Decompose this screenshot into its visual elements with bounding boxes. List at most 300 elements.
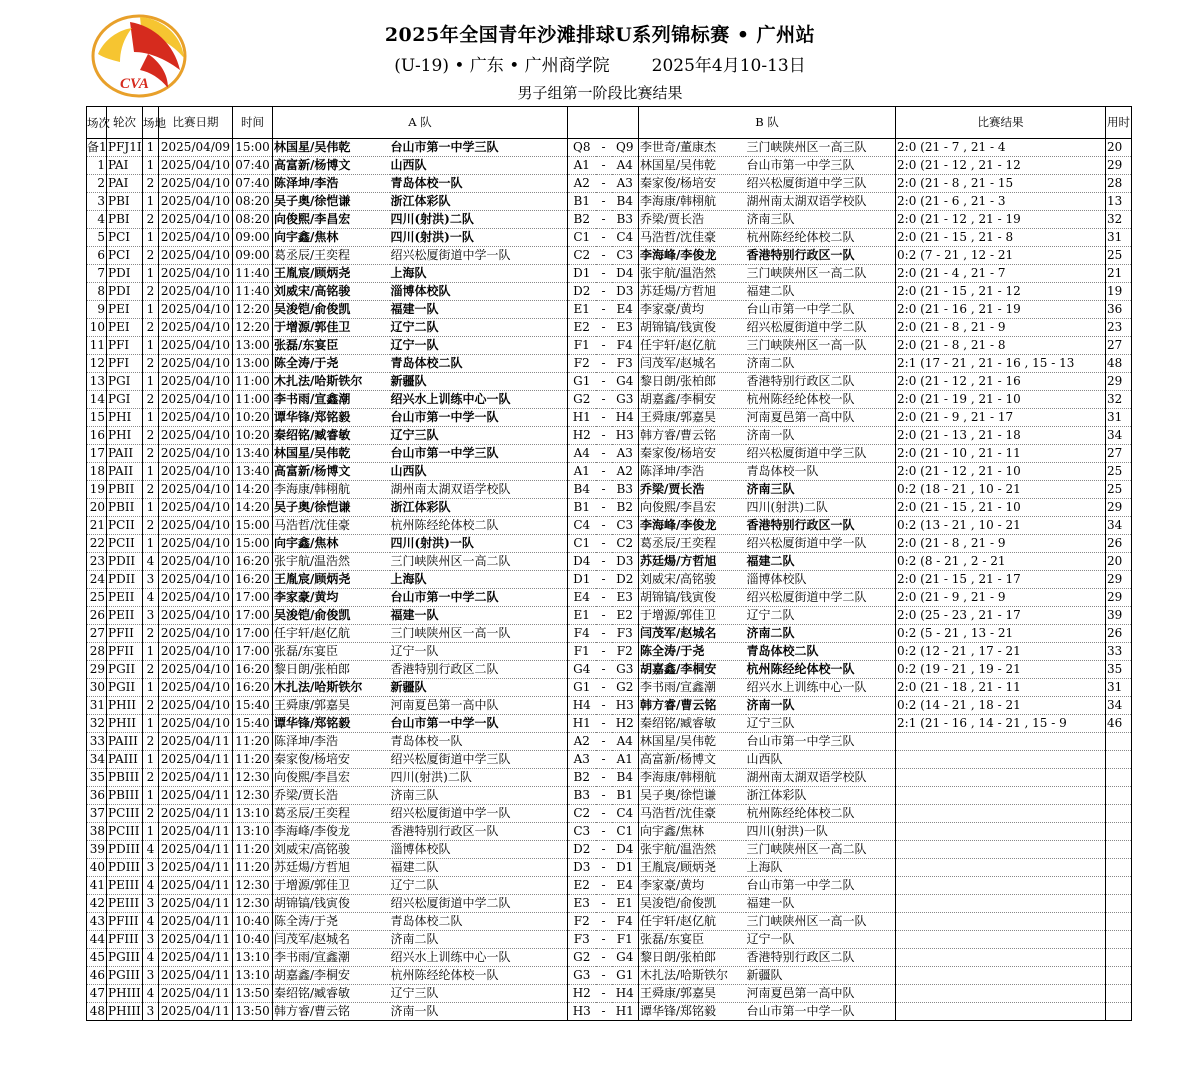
team-b-players: 李世奇/董康杰 [639,139,746,157]
team-a-name: 福建一队 [390,301,568,319]
match-date: 2025/04/11 [159,931,233,949]
court: 1 [143,535,159,553]
match-time: 14:20 [233,499,273,517]
court: 3 [143,571,159,589]
team-b-seed: F1 [612,931,639,949]
court: 3 [143,859,159,877]
header-team-b: B 队 [639,107,896,139]
team-a-name: 香港特别行政区一队 [390,823,568,841]
team-a-name: 湖州南太湖双语学校队 [390,481,568,499]
round: PCI [107,229,143,247]
team-a-name: 辽宁一队 [390,643,568,661]
team-b-seed: F3 [612,355,639,373]
team-b-name: 三门峡陕州区一高一队 [746,337,896,355]
team-b-seed: Q9 [612,139,639,157]
match-date: 2025/04/11 [159,859,233,877]
team-a-name: 台山市第一中学一队 [390,409,568,427]
team-a-name: 四川(射洪)一队 [390,229,568,247]
team-a-players: 李海康/韩栩航 [273,481,390,499]
match-duration: 26 [1106,625,1132,643]
table-row [87,1003,1132,1021]
match-date: 2025/04/10 [159,391,233,409]
team-b-players: 吴浚铠/俞俊凯 [639,895,746,913]
table-row [87,301,1132,319]
match-result: 2:1 (21 - 16 , 14 - 21 , 15 - 9 [896,715,1106,733]
match-result [896,769,1106,787]
team-b-name: 济南三队 [746,211,896,229]
court: 2 [143,247,159,265]
vs-dash: - [596,625,612,643]
match-time: 16:20 [233,679,273,697]
team-a-name: 绍兴水上训练中心一队 [390,391,568,409]
match-no: 22 [87,535,107,553]
team-b-players: 王舜康/郭嘉昊 [639,409,746,427]
match-result [896,877,1106,895]
team-b-seed: D1 [612,859,639,877]
vs-dash: - [596,571,612,589]
match-date: 2025/04/10 [159,553,233,571]
vs-dash: - [596,841,612,859]
vs-dash: - [596,751,612,769]
team-b-players: 秦家俊/杨培安 [639,445,746,463]
match-time: 16:20 [233,553,273,571]
team-b-players: 乔梁/贾长浩 [639,481,746,499]
match-time: 11:20 [233,751,273,769]
team-a-players: 木扎法/哈斯铁尔 [273,373,390,391]
match-duration [1106,751,1132,769]
header-result: 比赛结果 [896,107,1106,139]
team-b-seed: D2 [612,571,639,589]
court: 2 [143,319,159,337]
match-date: 2025/04/11 [159,877,233,895]
table-row [87,283,1132,301]
team-a-name: 绍兴松厦街道中学一队 [390,805,568,823]
match-no: 21 [87,517,107,535]
team-b-players: 王胤宸/顾炳尧 [639,859,746,877]
team-b-seed: D4 [612,841,639,859]
match-no: 38 [87,823,107,841]
court: 2 [143,661,159,679]
court: 1 [143,157,159,175]
vs-dash: - [596,985,612,1003]
match-time: 13:10 [233,967,273,985]
team-b-players: 闫茂军/赵城名 [639,355,746,373]
team-a-players: 吴子奥/徐恺谦 [273,193,390,211]
team-b-name: 绍兴松厦街道中学三队 [746,445,896,463]
team-a-players: 胡嘉鑫/李桐安 [273,967,390,985]
team-b-seed: E3 [612,319,639,337]
match-date: 2025/04/10 [159,535,233,553]
match-no: 13 [87,373,107,391]
vs-dash: - [596,895,612,913]
team-b-players: 刘威宋/高铭骏 [639,571,746,589]
match-result [896,787,1106,805]
match-date: 2025/04/10 [159,211,233,229]
match-no: 5 [87,229,107,247]
round: PCII [107,535,143,553]
match-duration: 23 [1106,319,1132,337]
team-b-seed: H4 [612,409,639,427]
team-b-players: 胡锦镐/钱寅俊 [639,589,746,607]
match-date: 2025/04/10 [159,499,233,517]
match-date: 2025/04/11 [159,985,233,1003]
match-time: 12:30 [233,895,273,913]
match-duration: 34 [1106,697,1132,715]
match-result: 2:0 (21 - 16 , 21 - 19 [896,301,1106,319]
match-date: 2025/04/10 [159,409,233,427]
round: PAI [107,157,143,175]
team-b-seed: B3 [612,481,639,499]
match-time: 13:50 [233,985,273,1003]
match-no: 37 [87,805,107,823]
match-time: 11:00 [233,373,273,391]
team-a-players: 王胤宸/顾炳尧 [273,571,390,589]
round: PDI [107,283,143,301]
vs-dash: - [596,769,612,787]
match-duration: 48 [1106,355,1132,373]
match-date: 2025/04/10 [159,193,233,211]
match-duration: 32 [1106,391,1132,409]
team-a-players: 高富新/杨博文 [273,157,390,175]
match-no: 28 [87,643,107,661]
match-time: 12:30 [233,769,273,787]
round: PEI [107,301,143,319]
vs-dash: - [596,391,612,409]
team-a-seed: E1 [568,301,596,319]
table-row [87,337,1132,355]
team-b-players: 谭华锋/郑铭毅 [639,1003,746,1021]
match-date: 2025/04/10 [159,697,233,715]
match-result: 2:0 (21 - 9 , 21 - 9 [896,589,1106,607]
match-no: 4 [87,211,107,229]
team-a-seed: C3 [568,823,596,841]
match-no: 47 [87,985,107,1003]
court: 1 [143,409,159,427]
table-row [87,355,1132,373]
team-a-seed: A1 [568,157,596,175]
team-b-players: 马浩哲/沈佳豪 [639,229,746,247]
vs-dash: - [596,589,612,607]
team-a-seed: C1 [568,535,596,553]
team-a-name: 济南三队 [390,787,568,805]
team-a-players: 马浩哲/沈佳豪 [273,517,390,535]
round: PAII [107,463,143,481]
vs-dash: - [596,877,612,895]
court: 1 [143,787,159,805]
team-a-seed: D3 [568,859,596,877]
match-no: 7 [87,265,107,283]
team-b-players: 李海峰/李俊龙 [639,247,746,265]
team-a-seed: H4 [568,697,596,715]
match-duration [1106,895,1132,913]
match-date: 2025/04/11 [159,769,233,787]
court: 2 [143,283,159,301]
vs-dash: - [596,517,612,535]
table-row [87,409,1132,427]
vs-dash: - [596,463,612,481]
vs-dash: - [596,229,612,247]
team-b-players: 林国星/吴伟乾 [639,157,746,175]
match-no: 15 [87,409,107,427]
vs-dash: - [596,913,612,931]
team-b-seed: B4 [612,193,639,211]
match-date: 2025/04/10 [159,337,233,355]
vs-dash: - [596,967,612,985]
round: PGI [107,391,143,409]
team-b-players: 李海峰/李俊龙 [639,517,746,535]
table-row [87,589,1132,607]
team-a-players: 胡锦镐/钱寅俊 [273,895,390,913]
table-row [87,967,1132,985]
match-date: 2025/04/10 [159,679,233,697]
team-a-name: 绍兴松厦街道中学三队 [390,751,568,769]
match-no: 29 [87,661,107,679]
table-row [87,373,1132,391]
team-a-players: 葛丞辰/王奕程 [273,805,390,823]
team-b-name: 山西队 [746,751,896,769]
vs-dash: - [596,805,612,823]
round: PDII [107,571,143,589]
match-time: 12:30 [233,877,273,895]
round: PGI [107,373,143,391]
team-a-seed: D4 [568,553,596,571]
table-row [87,895,1132,913]
vs-dash: - [596,319,612,337]
court: 1 [143,193,159,211]
match-date: 2025/04/11 [159,895,233,913]
team-a-name: 辽宁二队 [390,319,568,337]
team-a-name: 上海队 [390,265,568,283]
table-row [87,517,1132,535]
match-time: 10:20 [233,427,273,445]
team-b-seed: G1 [612,967,639,985]
match-duration: 27 [1106,337,1132,355]
match-duration [1106,877,1132,895]
team-a-name: 四川(射洪)二队 [390,769,568,787]
team-b-players: 胡嘉鑫/李桐安 [639,661,746,679]
vs-dash: - [596,643,612,661]
header-vs [568,107,639,139]
team-b-name: 辽宁一队 [746,931,896,949]
team-b-players: 黎日朗/张柏郎 [639,373,746,391]
table-row [87,877,1132,895]
table-row [87,733,1132,751]
table-row [87,445,1132,463]
team-a-seed: C1 [568,229,596,247]
match-no: 45 [87,949,107,967]
team-b-name: 四川(射洪)一队 [746,823,896,841]
team-a-name: 杭州陈经纶体校二队 [390,517,568,535]
table-row [87,391,1132,409]
match-date: 2025/04/10 [159,571,233,589]
vs-dash: - [596,445,612,463]
round: PDIII [107,859,143,877]
team-b-name: 四川(射洪)二队 [746,499,896,517]
round: PGIII [107,967,143,985]
round: PHI [107,409,143,427]
match-date: 2025/04/10 [159,589,233,607]
event-info [0,51,1200,76]
match-duration: 29 [1106,589,1132,607]
team-a-name: 辽宁一队 [390,337,568,355]
team-a-seed: C2 [568,805,596,823]
round: PFIII [107,931,143,949]
team-a-seed: F1 [568,337,596,355]
match-time: 13:00 [233,337,273,355]
match-result [896,841,1106,859]
court: 1 [143,751,159,769]
match-duration: 31 [1106,409,1132,427]
court: 1 [143,715,159,733]
match-time: 13:40 [233,463,273,481]
match-date: 2025/04/10 [159,481,233,499]
match-time: 11:00 [233,391,273,409]
match-time: 11:40 [233,283,273,301]
team-a-name: 绍兴水上训练中心一队 [390,949,568,967]
match-no: 34 [87,751,107,769]
match-date: 2025/04/10 [159,301,233,319]
match-result: 2:0 (21 - 15 , 21 - 17 [896,571,1106,589]
table-row [87,679,1132,697]
match-result: 2:0 (21 - 8 , 21 - 15 [896,175,1106,193]
team-a-name: 台山市第一中学一队 [390,715,568,733]
table-row [87,769,1132,787]
match-duration [1106,913,1132,931]
match-result: 2:1 (17 - 21 , 21 - 16 , 15 - 13 [896,355,1106,373]
team-a-name: 浙江体彩队 [390,499,568,517]
team-a-name: 浙江体彩队 [390,193,568,211]
team-a-seed: F2 [568,913,596,931]
team-a-name: 三门峡陕州区一高一队 [390,625,568,643]
vs-dash: - [596,499,612,517]
team-a-seed: B4 [568,481,596,499]
match-result [896,931,1106,949]
team-a-name: 新疆队 [390,679,568,697]
match-duration: 46 [1106,715,1132,733]
match-duration: 26 [1106,535,1132,553]
match-date: 2025/04/11 [159,787,233,805]
team-a-players: 秦绍铭/臧睿敏 [273,427,390,445]
section-title: 男子组第一阶段比赛结果 [517,84,683,102]
team-b-name: 济南三队 [746,481,896,499]
round: PFI [107,337,143,355]
match-result [896,949,1106,967]
team-b-name: 香港特别行政区一队 [746,247,896,265]
table-row [87,823,1132,841]
team-b-players: 任宇轩/赵亿航 [639,337,746,355]
match-date: 2025/04/10 [159,625,233,643]
match-time: 09:00 [233,229,273,247]
vs-dash: - [596,427,612,445]
team-b-players: 李海康/韩栩航 [639,193,746,211]
team-b-players: 胡锦镐/钱寅俊 [639,319,746,337]
match-duration [1106,769,1132,787]
match-date: 2025/04/10 [159,661,233,679]
team-b-players: 张磊/东宴臣 [639,931,746,949]
match-duration [1106,805,1132,823]
team-b-seed: H3 [612,697,639,715]
team-a-name: 杭州陈经纶体校一队 [390,967,568,985]
table-row [87,211,1132,229]
match-time: 13:10 [233,805,273,823]
court: 3 [143,931,159,949]
match-result [896,967,1106,985]
team-b-name: 三门峡陕州区一高二队 [746,265,896,283]
team-b-players: 任宇轩/赵亿航 [639,913,746,931]
team-a-seed: H3 [568,1003,596,1021]
round: PEIII [107,877,143,895]
round: PBIII [107,787,143,805]
match-no: 23 [87,553,107,571]
team-a-seed: G2 [568,391,596,409]
match-duration: 20 [1106,139,1132,157]
team-a-seed: E2 [568,319,596,337]
court: 1 [143,337,159,355]
vs-dash: - [596,733,612,751]
team-a-players: 陈泽坤/李浩 [273,175,390,193]
team-a-seed: E4 [568,589,596,607]
team-b-players: 张宇航/温浩然 [639,841,746,859]
match-duration: 20 [1106,553,1132,571]
team-b-seed: B3 [612,211,639,229]
team-b-seed: G4 [612,949,639,967]
vs-dash: - [596,931,612,949]
match-no: 26 [87,607,107,625]
team-a-players: 李海峰/李俊龙 [273,823,390,841]
match-result: 0:2 (18 - 21 , 10 - 21 [896,481,1106,499]
match-no: 35 [87,769,107,787]
team-b-players: 韩方睿/曹云铭 [639,697,746,715]
match-result [896,823,1106,841]
court: 4 [143,877,159,895]
court: 4 [143,913,159,931]
team-b-seed: A2 [612,463,639,481]
match-result: 2:0 (21 - 15 , 21 - 8 [896,229,1106,247]
court: 2 [143,697,159,715]
page-title: 2025年全国青年沙滩排球U系列锦标赛 • 广州站 [384,24,816,46]
round: PBII [107,481,143,499]
team-a-name: 福建二队 [390,859,568,877]
match-date: 2025/04/11 [159,823,233,841]
round: PBIII [107,769,143,787]
match-time: 15:40 [233,715,273,733]
team-b-seed: H2 [612,715,639,733]
match-no: 44 [87,931,107,949]
team-b-seed: A3 [612,445,639,463]
match-time: 12:20 [233,301,273,319]
team-a-name: 河南夏邑第一高中队 [390,697,568,715]
team-b-seed: D3 [612,553,639,571]
team-b-players: 秦绍铭/臧睿敏 [639,715,746,733]
team-b-name: 济南二队 [746,625,896,643]
match-time: 07:40 [233,157,273,175]
team-b-seed: D4 [612,265,639,283]
match-duration: 35 [1106,661,1132,679]
team-a-seed: D2 [568,283,596,301]
team-b-players: 向宇鑫/焦林 [639,823,746,841]
team-b-players: 韩方睿/曹云铭 [639,427,746,445]
cva-logo-text: CVA [120,76,149,92]
team-b-players: 高富新/杨博文 [639,751,746,769]
team-a-players: 陈泽坤/李浩 [273,733,390,751]
match-result: 2:0 (21 - 15 , 21 - 10 [896,499,1106,517]
court: 2 [143,211,159,229]
team-a-name: 香港特别行政区二队 [390,661,568,679]
match-result: 2:0 (21 - 19 , 21 - 10 [896,391,1106,409]
team-a-name: 淄博体校队 [390,283,568,301]
match-duration [1106,985,1132,1003]
team-a-seed: A2 [568,175,596,193]
